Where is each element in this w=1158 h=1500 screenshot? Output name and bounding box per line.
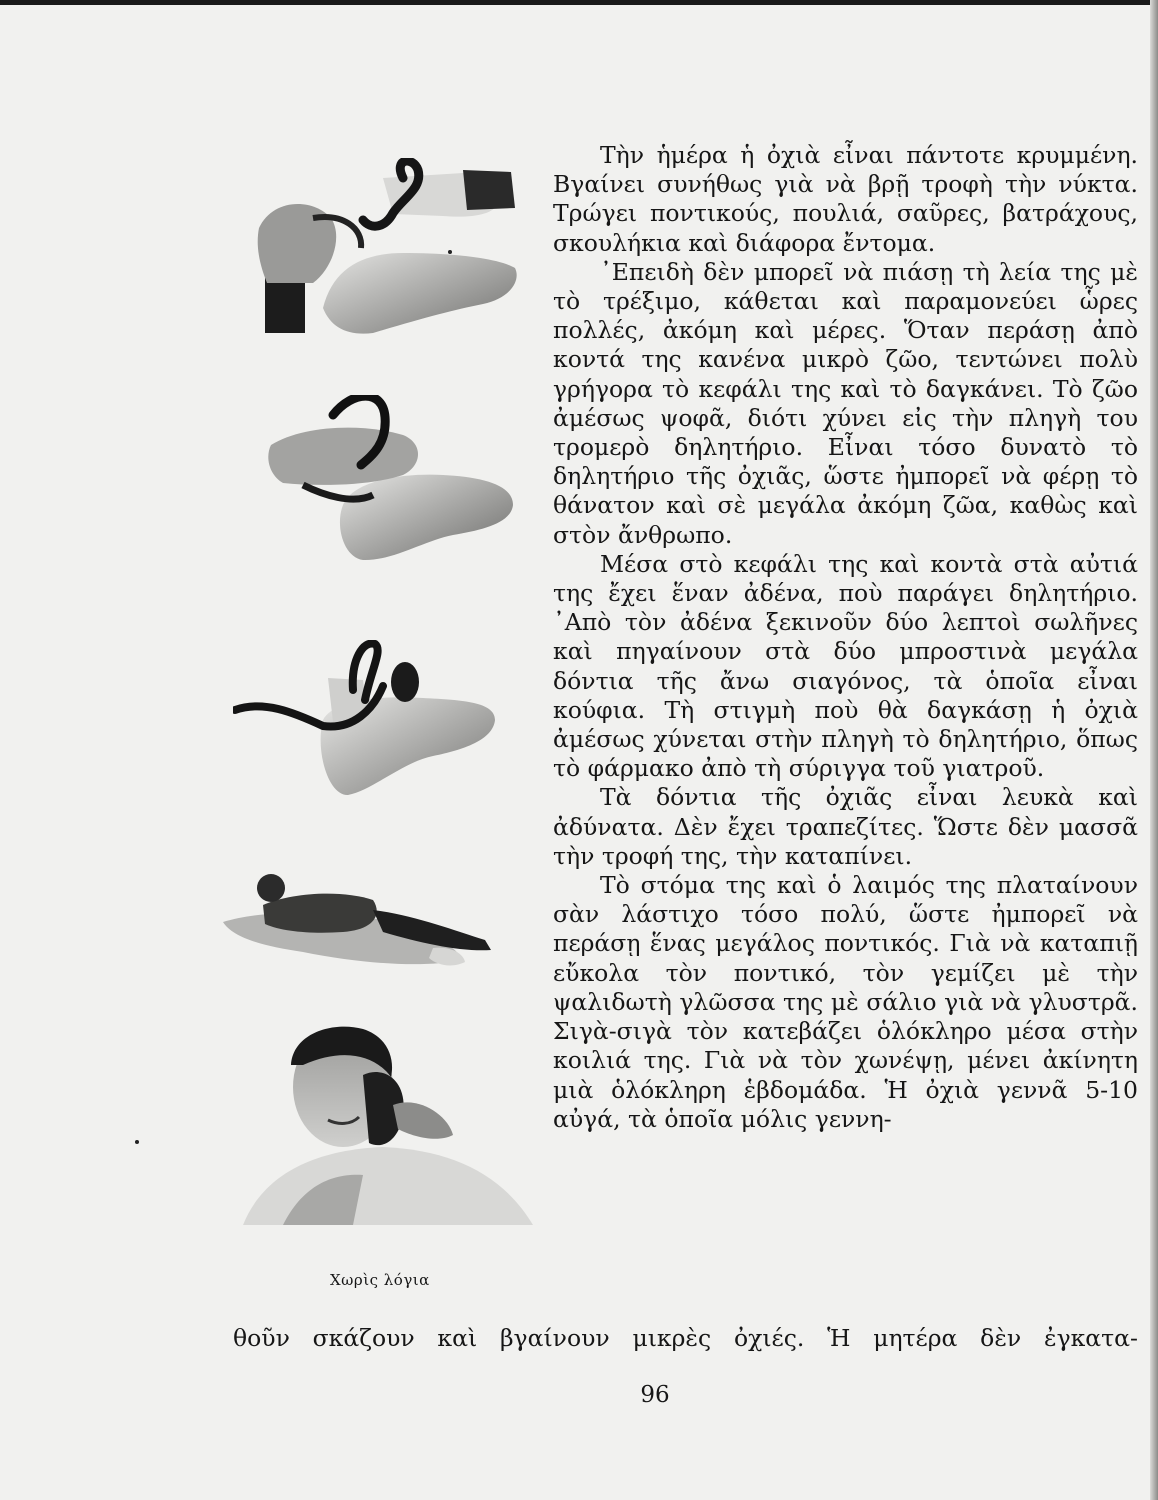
figure-snake-on-foot: [233, 640, 503, 800]
page-number: 96: [640, 1382, 670, 1408]
paragraph: Τὰ δόντια τῆς ὀχιᾶς εἶναι λευκὰ καὶ ἀδύνατα. Δὲν ἔχει τραπεζίτες. Ὥστε δὲν μασσᾶ τὴν τροφή της, τὴν καταπίνει.: [553, 783, 1138, 870]
page-top-edge: [0, 0, 1158, 5]
illustration-column: [215, 150, 535, 1300]
paragraph: Μέσα στὸ κεφάλι της καὶ κοντὰ στὰ αὐτιά της ἔχει ἕναν ἀδένα, ποὺ παράγει δηλητήριο. ᾿Απὸ τὸν ἀδένα ξεκινοῦν δύο λεπτοὶ σωλῆνες καὶ πηγαίνουν στὰ δύο μπροστινὰ μεγάλα δόντια τῆς ἄνω σιαγόνος, τὰ ὁποῖα εἶναι κούφια. Τὴ στιγμὴ ποὺ θὰ δαγκάσῃ ἡ ὀχιὰ ἀμέσως χύνεται στὴν πληγὴ τὸ δηλητήριο, ὅπως τὸ φάρμακο ἀπὸ τὴ σύριγγα τοῦ γιατροῦ.: [553, 549, 1138, 783]
full-width-last-line: θοῦν σκάζουν καὶ βγαίνουν μικρὲς ὀχιές. Ἡ μητέρα δὲν ἐγκατα-: [233, 1324, 1138, 1352]
paragraph: Τὸ στόμα της καὶ ὁ λαιμός της πλαταίνουν σὰν λάστιχο τόσο πολύ, ὥστε ἠμπορεῖ νὰ περάσῃ ἕνας μεγάλος ποντικός. Γιὰ νὰ καταπιῇ εὔκολα τὸν ποντικό, τὸν γεμίζει μὲ τὴν ψαλιδωτὴ γλῶσσα της μὲ σάλιο γιὰ νὰ γλυστρᾶ. Σιγὰ-σιγὰ τὸν κατεβάζει ὁλόκληρο μέσα στὴν κοιλιά της. Γιὰ νὰ τὸν χωνέψῃ, μένει ἀκίνητη μιὰ ὁλόκληρη ἑβδομάδα. Ἡ ὀχιὰ γεννᾶ 5-10 αὐγά, τὰ ὁποῖα μόλις γεννη-: [553, 871, 1138, 1133]
figure-collapsed-man: [223, 860, 503, 980]
page-right-edge: [1150, 0, 1158, 1500]
text-column: [553, 141, 1138, 1134]
figure-snake-biting-foot: [263, 395, 523, 565]
paragraph: ᾿Επειδὴ δὲν μπορεῖ νὰ πιάσῃ τὴ λεία της μὲ τὸ τρέξιμο, κάθεται καὶ παραμονεύει ὧρες πολλές, ἀκόμη καὶ μέρες. Ὅταν περάσῃ ἀπὸ κοντά της κανένα μικρὸ ζῶο, τεντώνει πολὺ γρήγορα τὸ κεφάλι της καὶ τὸ δαγκάνει. Τὸ ζῶο ἀμέσως ψοφᾶ, διότι χύνει εἰς τὴν πληγὴ του τρομερὸ δηλητήριο. Εἶναι τόσο δυνατὸ τὸ δηλητήριο τῆς ὀχιᾶς, ὥστε ἠμπορεῖ νὰ φέρῃ τὸ θάνατον καὶ σὲ μεγάλα ἀκόμη ζῶα, καθὼς καὶ στὸν ἄνθρωπο.: [553, 257, 1138, 549]
print-speck: [448, 250, 452, 254]
print-speck: [135, 1140, 139, 1144]
figure-hand-holding-snake-foot: [253, 158, 523, 338]
figure-caption: Χωρὶς λόγια: [330, 1271, 430, 1289]
figure-man-on-telephone: [243, 1025, 533, 1230]
paragraph: Τὴν ἡμέρα ἡ ὀχιὰ εἶναι πάντοτε κρυμμένη. Βγαίνει συνήθως γιὰ νὰ βρῇ τροφὴ τὴν νύκτα. Τρώγει ποντικούς, πουλιά, σαῦρες, βατράχους, σκουλήκια καὶ διάφορα ἔντομα.: [553, 141, 1138, 257]
